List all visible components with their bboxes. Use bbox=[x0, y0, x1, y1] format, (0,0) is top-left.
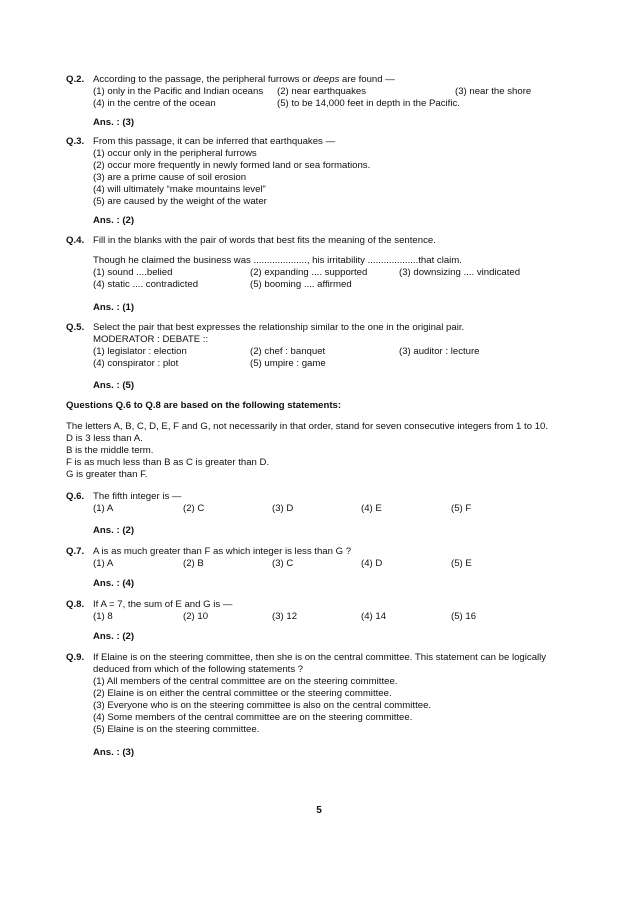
option: (3) are a prime cause of soil erosion bbox=[93, 172, 247, 183]
statement-line: B is the middle term. bbox=[66, 445, 154, 456]
answer: Ans. : (3) bbox=[93, 117, 135, 128]
option: (4) 14 bbox=[361, 611, 387, 622]
option: (5) are caused by the weight of the water bbox=[93, 196, 267, 207]
option: (3) Everyone who is on the steering committee is also on the central committee. bbox=[93, 700, 432, 711]
option: (3) D bbox=[272, 503, 294, 514]
option: (3) auditor : lecture bbox=[399, 346, 480, 357]
answer: Ans. : (4) bbox=[93, 578, 135, 589]
page-number: 5 bbox=[316, 805, 322, 816]
statement-line: D is 3 less than A. bbox=[66, 433, 143, 444]
option: (4) E bbox=[361, 503, 382, 514]
question-stem: Select the pair that best expresses the relationship similar to the one in the original pair. bbox=[93, 322, 465, 333]
option: (1) A bbox=[93, 503, 114, 514]
option: (3) near the shore bbox=[455, 86, 532, 97]
option: (5) umpire : game bbox=[250, 358, 326, 369]
option: (1) A bbox=[93, 558, 114, 569]
option: (4) in the centre of the ocean bbox=[93, 98, 216, 109]
answer: Ans. : (2) bbox=[93, 525, 135, 536]
option: (4) D bbox=[361, 558, 383, 569]
question-number: Q.2. bbox=[66, 74, 85, 85]
answer: Ans. : (1) bbox=[93, 302, 135, 313]
option: (5) 16 bbox=[451, 611, 477, 622]
option: (2) B bbox=[183, 558, 204, 569]
option: (1) only in the Pacific and Indian oceans bbox=[93, 86, 264, 97]
option: (3) 12 bbox=[272, 611, 298, 622]
question-stem: If Elaine is on the steering committee, then she is on the central committee. This statement can be logically bbox=[93, 652, 547, 663]
question-stem: A is as much greater than F as which integer is less than G ? bbox=[93, 546, 352, 557]
question-number: Q.5. bbox=[66, 322, 85, 333]
answer: Ans. : (2) bbox=[93, 215, 135, 226]
option: (4) will ultimately “make mountains level” bbox=[93, 184, 266, 195]
answer: Ans. : (3) bbox=[93, 747, 135, 758]
question-number: Q.9. bbox=[66, 652, 85, 663]
question-stem-continued: deduced from which of the following statements ? bbox=[93, 664, 304, 675]
original-pair: MODERATOR : DEBATE :: bbox=[93, 334, 209, 345]
option: (1) sound ....belied bbox=[93, 267, 173, 278]
option: (4) Some members of the central committee are on the steering committee. bbox=[93, 712, 413, 723]
statement-line: F is as much less than B as C is greater than D. bbox=[66, 457, 270, 468]
option: (2) chef : banquet bbox=[250, 346, 326, 357]
question-number: Q.7. bbox=[66, 546, 85, 557]
statement-line: The letters A, B, C, D, E, F and G, not necessarily in that order, stand for seven consecutive integers from 1 to 10. bbox=[66, 421, 549, 432]
section-heading: Questions Q.6 to Q.8 are based on the following statements: bbox=[66, 400, 342, 411]
option: (3) downsizing .... vindicated bbox=[399, 267, 521, 278]
option: (2) occur more frequently in newly formed land or sea formations. bbox=[93, 160, 371, 171]
option: (2) 10 bbox=[183, 611, 209, 622]
question-stem: If A = 7, the sum of E and G is — bbox=[93, 599, 233, 610]
option: (1) 8 bbox=[93, 611, 113, 622]
option: (3) C bbox=[272, 558, 294, 569]
option: (1) occur only in the peripheral furrows bbox=[93, 148, 257, 159]
option: (1) All members of the central committee are on the steering committee. bbox=[93, 676, 398, 687]
option: (5) to be 14,000 feet in depth in the Pacific. bbox=[277, 98, 460, 109]
option: (4) static .... contradicted bbox=[93, 279, 199, 290]
option: (2) near earthquakes bbox=[277, 86, 367, 97]
question-stem: The fifth integer is — bbox=[93, 491, 182, 502]
question-stem: According to the passage, the peripheral furrows or deeps are found — bbox=[93, 74, 395, 85]
option: (5) E bbox=[451, 558, 472, 569]
option: (2) Elaine is on either the central committee or the steering committee. bbox=[93, 688, 392, 699]
question-number: Q.4. bbox=[66, 235, 85, 246]
answer: Ans. : (2) bbox=[93, 631, 135, 642]
question-number: Q.6. bbox=[66, 491, 85, 502]
option: (5) F bbox=[451, 503, 472, 514]
option: (5) Elaine is on the steering committee. bbox=[93, 724, 260, 735]
answer: Ans. : (5) bbox=[93, 380, 135, 391]
question-number: Q.3. bbox=[66, 136, 85, 147]
statement-line: G is greater than F. bbox=[66, 469, 148, 480]
question-number: Q.8. bbox=[66, 599, 85, 610]
question-stem: Fill in the blanks with the pair of words that best fits the meaning of the sentence. bbox=[93, 235, 436, 246]
option: (4) conspirator : plot bbox=[93, 358, 179, 369]
option: (2) C bbox=[183, 503, 205, 514]
question-sentence: Though he claimed the business was ...................., his irritability ...................that claim. bbox=[93, 255, 462, 266]
option: (5) booming .... affirmed bbox=[250, 279, 352, 290]
question-stem: From this passage, it can be inferred that earthquakes — bbox=[93, 136, 336, 147]
option: (1) legislator : election bbox=[93, 346, 187, 357]
option: (2) expanding .... supported bbox=[250, 267, 368, 278]
